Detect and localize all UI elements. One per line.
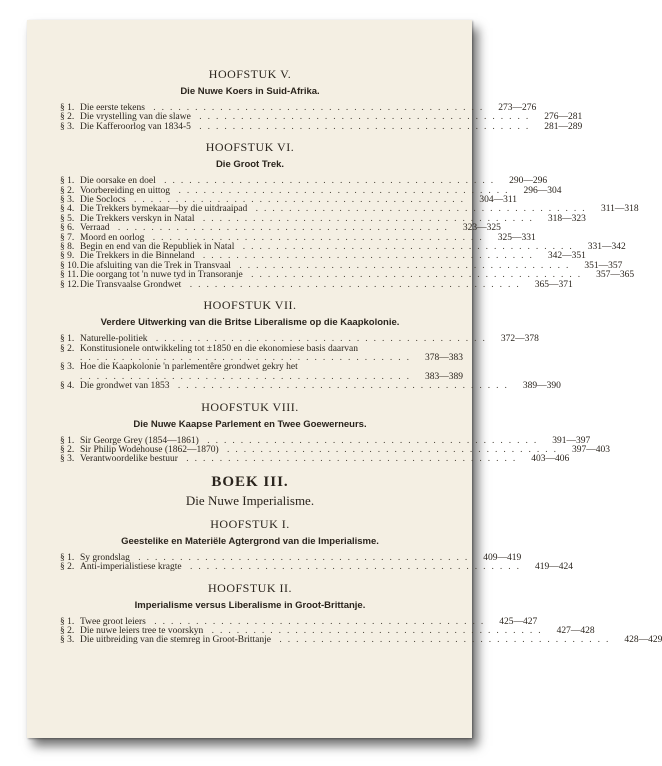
page-range: 397—403	[572, 444, 611, 455]
chapter-title: Geestelike en Materiële Agtergrond van die Imperialisme.	[121, 535, 379, 547]
section-number: § 10.	[60, 260, 79, 271]
section-number: § 3.	[60, 635, 75, 646]
entry-text-wrap	[80, 455, 521, 464]
leader-dots: ........................................	[190, 121, 535, 132]
leader-dots: ........................................	[155, 176, 500, 187]
leader-dots: ........................................	[80, 352, 415, 363]
leader-dots: ........................................	[230, 260, 575, 271]
chapter-section	[60, 67, 583, 132]
section-number: § 1.	[60, 435, 75, 446]
leader-dots: ........................................	[218, 444, 563, 455]
section-number: § 3.	[60, 362, 75, 373]
page-range: 357—365	[596, 270, 635, 281]
page-range: 391—397	[552, 435, 591, 446]
section-number: § 1.	[60, 176, 75, 187]
section-number: § 1.	[60, 103, 75, 113]
entry-text: Die oorgang tot 'n nuwe tyd in Transoranje	[80, 270, 243, 281]
entry-list	[60, 103, 583, 132]
entry-list	[60, 435, 611, 465]
chapter-title: Verdere Uitwerking van die Britse Liberalisme op die Kaapkolonie.	[100, 317, 400, 329]
page-range: 409—419	[483, 552, 522, 563]
entry-text: Hoe die Kaapkolonie 'n parlementêre grondwet gekry het	[80, 362, 298, 373]
page-range: 428—429	[624, 635, 662, 646]
section-number: § 8.	[60, 242, 75, 253]
chapter-title: Imperialisme versus Liberalisme in Groot-Brittanje.	[134, 599, 366, 611]
leader-dots: ........................................	[181, 562, 525, 573]
leader-dots: ........................................	[181, 279, 525, 290]
entry-text: Begin en end van die Republiek in Natal	[80, 242, 235, 253]
chapter-section	[60, 399, 611, 465]
toc-entry	[60, 562, 573, 573]
leader-dots: ........................................	[147, 334, 491, 345]
entry-text: Sir Philip Wodehouse (1862—1870)	[80, 444, 219, 455]
section-number: § 5.	[60, 213, 75, 224]
book-page	[27, 20, 662, 738]
entry-list	[60, 552, 573, 573]
leader-dots: ........................................	[198, 435, 543, 446]
page-range: 378—383	[425, 352, 463, 363]
page-range: 325—331	[497, 232, 536, 243]
leader-dots: ........................................	[234, 242, 578, 253]
section-number: § 2.	[60, 444, 75, 455]
book-heading: BOEK III.	[211, 473, 289, 490]
entry-text-wrap	[80, 382, 513, 391]
section-number: § 3.	[60, 454, 75, 465]
page-range: 331—342	[587, 242, 626, 253]
leader-dots: ........................................	[109, 223, 453, 234]
page-range: 276—281	[544, 112, 583, 123]
leader-dots: ........................................	[194, 213, 538, 224]
page-range: 351—357	[584, 260, 623, 271]
leader-dots: ........................................	[190, 112, 535, 123]
chapter-heading: HOOFSTUK II.	[208, 580, 292, 595]
section-number: § 6.	[60, 223, 75, 234]
page-range: 318—323	[547, 213, 586, 224]
entry-text-wrap	[80, 363, 415, 382]
leader-dots: ........................................	[145, 616, 490, 627]
entry-text: Die Kafferoorlog van 1834-5	[80, 121, 191, 132]
entry-text: Verraad	[80, 223, 110, 234]
chapter-heading: HOOFSTUK I.	[210, 516, 290, 531]
entry-list	[60, 616, 662, 646]
entry-text: Die uitbreiding van die stemreg in Groot-Brittanje	[80, 635, 272, 646]
chapter-heading: HOOFSTUK V.	[208, 67, 292, 81]
entry-text: Die eerste tekens	[80, 103, 145, 113]
leader-dots: ........................................	[129, 552, 474, 563]
entry-text: Verantwoordelike bestuur	[80, 454, 178, 465]
section-number: § 4.	[60, 204, 75, 215]
book-title: Die Nuwe Imperialisme.	[185, 492, 315, 508]
page-range: 419—424	[534, 562, 573, 573]
leader-dots: ........................................	[177, 454, 522, 465]
toc-entry	[60, 343, 463, 364]
entry-text: Die afsluiting van die Trek in Transvaal	[80, 260, 231, 271]
section-number: § 12.	[60, 279, 79, 290]
chapters-part-a	[60, 67, 639, 465]
page-range: 425—427	[499, 616, 538, 627]
page-range: 311—318	[600, 204, 639, 215]
entry-text: Naturelle-politiek	[80, 334, 148, 345]
toc-entry	[60, 279, 573, 290]
chapter-title: Die Nuwe Koers in Suid-Afrika.	[180, 86, 320, 97]
entry-text-wrap	[80, 563, 525, 572]
page-range: 296—304	[523, 185, 562, 196]
entry-text: Sy grondslag	[80, 552, 130, 563]
toc-entry	[60, 362, 463, 382]
chapter-title: Die Nuwe Kaapse Parlement en Twee Goewerneurs.	[133, 418, 367, 430]
page-range: 304—311	[479, 195, 518, 206]
entry-text-wrap	[80, 123, 534, 132]
section-number: § 2.	[60, 185, 75, 196]
entry-text: Die Trekkers verskyn in Natal	[80, 213, 195, 224]
entry-text: Die Trekkers bymekaar—by die uitdraaipad	[80, 204, 248, 215]
toc-entry	[60, 381, 561, 392]
leader-dots: ........................................	[242, 270, 587, 281]
toc-entry	[60, 121, 583, 132]
section-number: § 2.	[60, 112, 75, 123]
page-range: 342—351	[547, 251, 586, 262]
table-of-contents	[60, 67, 662, 654]
entry-text: Voorbereiding en uittog	[80, 185, 171, 196]
section-number: § 3.	[60, 195, 75, 206]
entry-text: Die grondwet van 1853	[80, 381, 170, 392]
page-range: 427—428	[556, 625, 595, 636]
entry-text: Sir George Grey (1854—1861)	[80, 435, 199, 446]
leader-dots: ........................................	[144, 232, 488, 243]
leader-dots: ........................................	[271, 635, 615, 646]
page-range: 281—289	[544, 121, 583, 132]
chapter-title: Die Groot Trek.	[215, 159, 285, 171]
entry-text: Moord en oorlog	[80, 232, 145, 243]
section-number: § 4.	[60, 381, 75, 392]
page-range: 273—276	[498, 103, 537, 113]
entry-text-wrap	[80, 636, 614, 645]
entry-text: Die oorsake en doel	[80, 176, 156, 187]
leader-dots: ........................................	[247, 204, 591, 215]
entry-text: Die nuwe leiers tree te voorskyn	[80, 625, 204, 636]
entry-text: Die Transvaalse Grondwet	[80, 279, 182, 290]
page-range: 383—389	[425, 371, 463, 382]
page-range: 389—390	[522, 381, 561, 392]
entry-text: Konstitusionele ontwikkeling tot ±1850 en die ekonomiese basis daarvan	[80, 343, 359, 354]
section-number: § 7.	[60, 232, 75, 243]
leader-dots: ........................................	[194, 251, 538, 262]
section-number: § 9.	[60, 251, 75, 262]
section-number: § 2.	[60, 562, 75, 573]
section-number: § 1.	[60, 616, 75, 627]
chapter-section	[60, 516, 573, 573]
leader-dots: ........................................	[203, 625, 547, 636]
chapter-heading: HOOFSTUK VII.	[203, 298, 297, 313]
section-number: § 1.	[60, 334, 75, 345]
section-number: § 1.	[60, 552, 75, 563]
toc-entry	[60, 454, 570, 465]
chapter-section	[60, 140, 639, 290]
entry-list	[60, 334, 561, 392]
toc-entry	[60, 635, 662, 646]
entry-text: Twee groot leiers	[80, 616, 146, 627]
leader-dots: ........................................	[170, 185, 514, 196]
section-number: § 2.	[60, 343, 75, 354]
section-number: § 3.	[60, 121, 75, 132]
entry-list	[60, 176, 639, 290]
page-range: 403—406	[531, 454, 570, 465]
entry-text: Anti-imperialistiese kragte	[80, 562, 182, 573]
page-range: 290—296	[509, 176, 548, 187]
entry-text: Die vrystelling van die slawe	[80, 112, 191, 123]
leader-dots: ........................................	[144, 103, 489, 113]
chapter-section	[60, 298, 561, 392]
section-number: § 2.	[60, 625, 75, 636]
leader-dots: ........................................	[169, 381, 513, 392]
leader-dots: ........................................	[80, 371, 415, 382]
section-number: § 11.	[60, 270, 79, 281]
page-range: 323—325	[462, 223, 501, 234]
entry-text: Die Trekkers in die Binneland	[80, 251, 195, 262]
entry-text-wrap	[80, 281, 525, 290]
page-range: 365—371	[534, 279, 573, 290]
leader-dots: ........................................	[125, 195, 470, 206]
chapter-section	[60, 580, 662, 646]
entry-text-wrap	[80, 345, 415, 364]
chapters-part-b	[60, 516, 662, 646]
chapter-heading: HOOFSTUK VIII.	[201, 399, 299, 414]
page-range: 372—378	[500, 334, 539, 345]
chapter-heading: HOOFSTUK VI.	[205, 140, 295, 155]
entry-text: Die Soclocs	[80, 195, 126, 206]
